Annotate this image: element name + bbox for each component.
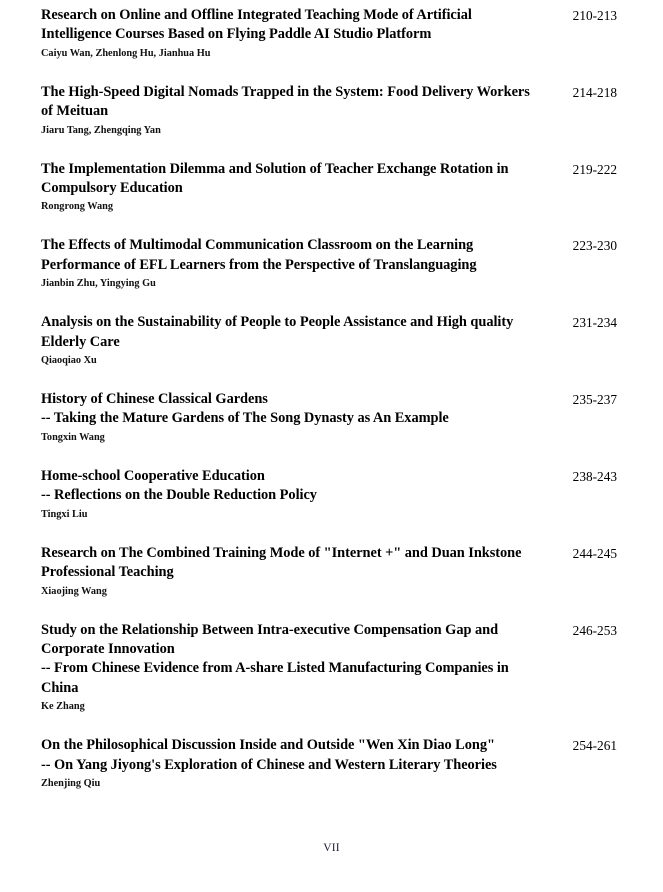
page-footer <box>0 838 663 856</box>
toc-entry-authors: Rongrong Wang <box>41 201 114 213</box>
toc-entry-page-range: 235-237 <box>572 392 617 408</box>
toc-entry-text <box>41 467 542 522</box>
toc-entry-title[interactable]: Analysis on the Sustainability of People to People Assistance and High quality Elderly Care <box>41 314 514 350</box>
toc-entry-text <box>41 736 542 791</box>
toc-entry-text <box>41 236 542 291</box>
toc-entry-page-range: 219-222 <box>572 161 617 177</box>
toc-entry-page-range: 254-261 <box>572 738 617 754</box>
toc-entry-text <box>41 6 542 61</box>
toc-entry[interactable] <box>41 621 617 715</box>
toc-entry-authors: Qiaoqiao Xu <box>41 355 97 367</box>
toc-entry[interactable] <box>41 544 617 599</box>
toc-entry-authors: Tingxi Liu <box>41 508 88 520</box>
toc-entry-text <box>41 83 542 138</box>
toc-entry-text <box>41 544 542 599</box>
toc-entry-title[interactable]: The Effects of Multimodal Communication Classroom on the Learning Performance of EFL Learners from the Perspective of Translanguaging <box>41 237 477 273</box>
toc-entry-list <box>41 6 617 813</box>
toc-entry-text <box>41 160 542 215</box>
toc-entry-page-range: 223-230 <box>572 238 617 254</box>
toc-entry-authors: Jiaru Tang, Zhengqing Yan <box>41 124 161 136</box>
toc-entry-title[interactable]: Study on the Relationship Between Intra-executive Compensation Gap and Corporate Innovation <box>41 621 499 657</box>
toc-entry[interactable] <box>41 390 617 445</box>
toc-entry-page-range: 231-234 <box>572 315 617 331</box>
folio-number: VII <box>323 842 340 854</box>
toc-entry-authors: Jianbin Zhu, Yingying Gu <box>41 278 156 290</box>
toc-entry-authors: Xiaojing Wang <box>41 585 107 597</box>
toc-entry-title[interactable]: Research on The Combined Training Mode of "Internet +" and Duan Inkstone Professional Teaching <box>41 544 522 581</box>
toc-entry-authors: Ke Zhang <box>41 701 85 713</box>
toc-entry-page-range: 244-245 <box>572 545 617 561</box>
toc-entry-text <box>41 313 542 368</box>
toc-entry-title[interactable]: Home-school Cooperative Education <box>41 467 265 484</box>
toc-entry-title[interactable]: History of Chinese Classical Gardens <box>41 391 268 408</box>
toc-entry-title[interactable]: The High-Speed Digital Nomads Trapped in the System: Food Delivery Workers of Meituan <box>41 83 530 120</box>
toc-entry-title[interactable]: Research on Online and Offline Integrated Teaching Mode of Artificial Intelligence Courses Based on Flying Paddle AI Studio Platform <box>41 7 472 43</box>
toc-entry-authors: Caiyu Wan, Zhenlong Hu, Jianhua Hu <box>41 47 211 59</box>
toc-entry-page-range: 238-243 <box>572 468 617 484</box>
toc-entry[interactable] <box>41 467 617 522</box>
toc-entry-title[interactable]: The Implementation Dilemma and Solution of Teacher Exchange Rotation in Compulsory Education <box>41 160 509 197</box>
toc-entry[interactable] <box>41 83 617 138</box>
toc-entry-subtitle: -- On Yang Jiyong's Exploration of Chinese and Western Literary Theories <box>41 756 497 773</box>
toc-entry-authors: Zhenjing Qiu <box>41 777 101 789</box>
toc-entry-page-range: 214-218 <box>572 84 617 100</box>
toc-entry-page-range: 210-213 <box>572 8 617 23</box>
toc-entry-subtitle: -- Taking the Mature Gardens of The Song Dynasty as An Example <box>41 410 449 427</box>
toc-entry-title[interactable]: On the Philosophical Discussion Inside and Outside "Wen Xin Diao Long" <box>41 737 495 754</box>
toc-entry[interactable] <box>41 6 617 61</box>
toc-entry-subtitle: -- Reflections on the Double Reduction Policy <box>41 487 317 504</box>
toc-entry[interactable] <box>41 736 617 791</box>
toc-entry-text <box>41 390 542 445</box>
toc-entry-page-range: 246-253 <box>572 622 617 638</box>
toc-entry-authors: Tongxin Wang <box>41 431 105 443</box>
toc-entry-text <box>41 621 542 715</box>
toc-entry[interactable] <box>41 160 617 215</box>
toc-entry[interactable] <box>41 236 617 291</box>
toc-entry[interactable] <box>41 313 617 368</box>
toc-entry-subtitle: -- From Chinese Evidence from A-share Listed Manufacturing Companies in China <box>41 660 509 696</box>
